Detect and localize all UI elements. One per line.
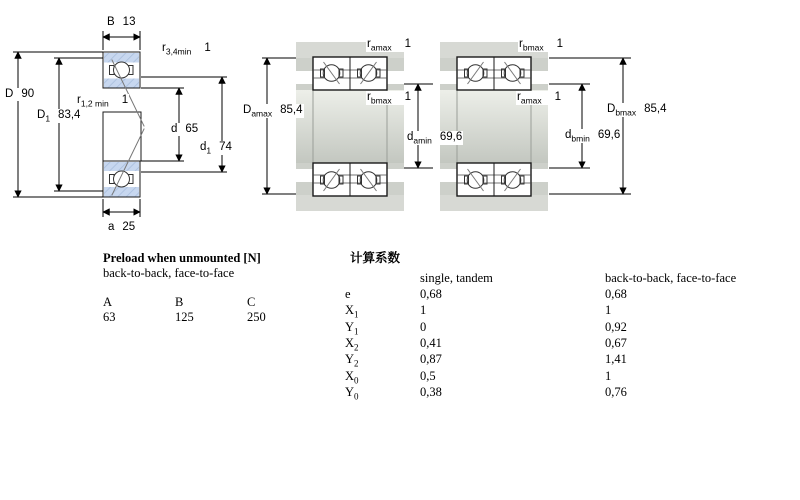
single-bearing-cross-section <box>103 52 144 197</box>
factor-paired-value: 0,92 <box>605 320 627 334</box>
factor-paired-value: 1 <box>605 303 612 317</box>
factor-row-label: $Y_0$ <box>345 385 359 402</box>
preload-value-b: 125 <box>175 310 194 324</box>
dim-label-d1: $d_1$ 74 <box>200 141 232 156</box>
factor-row-label: $X_2$ <box>345 336 359 353</box>
factor-row-label: $Y_2$ <box>345 352 359 369</box>
factor-paired-value: 1 <box>605 369 612 383</box>
factor-single-value: 1 <box>420 303 427 317</box>
factor-paired-value: 1,41 <box>605 352 627 366</box>
dim-label-D: D 90 <box>5 88 35 100</box>
dim-label-ramax-b: $r_{amax}$ 1 <box>517 91 562 106</box>
factors-title: 计算系数 <box>350 251 401 265</box>
dim-label-r12min: $r_{1,2 min}$ 1 <box>77 94 129 109</box>
factor-paired-value: 0,67 <box>605 336 627 350</box>
preload-col-c: C <box>247 295 256 309</box>
factor-row-label: $X_1$ <box>345 303 359 320</box>
preload-subtitle: back-to-back, face-to-face <box>103 266 235 280</box>
preload-title: Preload when unmounted [N] <box>103 251 261 265</box>
dim-label-rbmax-a: $r_{bmax}$ 1 <box>367 91 412 106</box>
preload-value-c: 250 <box>247 310 266 324</box>
factor-row-label: $X_0$ <box>345 369 359 386</box>
preload-col-b: B <box>175 295 184 309</box>
paired-arrangement-face-to-face <box>440 42 548 211</box>
dim-label-a: a 25 <box>108 221 136 233</box>
preload-value-a: 63 <box>103 310 116 324</box>
dim-label-d: d 65 <box>171 123 199 135</box>
factors-col2-header: back-to-back, face-to-face <box>605 271 737 285</box>
dim-label-B: B 13 <box>107 16 136 28</box>
factor-single-value: 0,38 <box>420 385 442 399</box>
dim-label-ramax-a: $r_{amax}$ 1 <box>367 38 412 53</box>
dim-label-damin: $d_{amin}$ 69,6 <box>407 131 463 146</box>
dim-label-Dbmax: $D_{bmax}$ 85,4 <box>607 103 667 118</box>
factor-paired-value: 0,68 <box>605 287 627 301</box>
factors-col1-header: single, tandem <box>420 271 493 285</box>
preload-col-a: A <box>103 295 113 309</box>
dim-label-D1: $D_1$ 83,4 <box>37 109 81 124</box>
factor-single-value: 0,68 <box>420 287 442 301</box>
factor-single-value: 0 <box>420 320 427 334</box>
dim-label-Damax: $D_{amax}$ 85,4 <box>243 104 303 119</box>
paired-arrangement-back-to-back <box>296 42 404 211</box>
dim-label-rbmax-b: $r_{bmax}$ 1 <box>519 38 564 53</box>
factor-row-label: e <box>345 287 351 301</box>
dim-label-r34min: $r_{3,4min}$ 1 <box>162 42 211 57</box>
factor-single-value: 0,41 <box>420 336 442 350</box>
dim-label-dbmin: $d_{bmin}$ 69,6 <box>565 129 621 144</box>
factor-paired-value: 0,76 <box>605 385 627 399</box>
factor-single-value: 0,87 <box>420 352 442 366</box>
factor-row-label: $Y_1$ <box>345 320 359 337</box>
factor-single-value: 0,5 <box>420 369 436 383</box>
